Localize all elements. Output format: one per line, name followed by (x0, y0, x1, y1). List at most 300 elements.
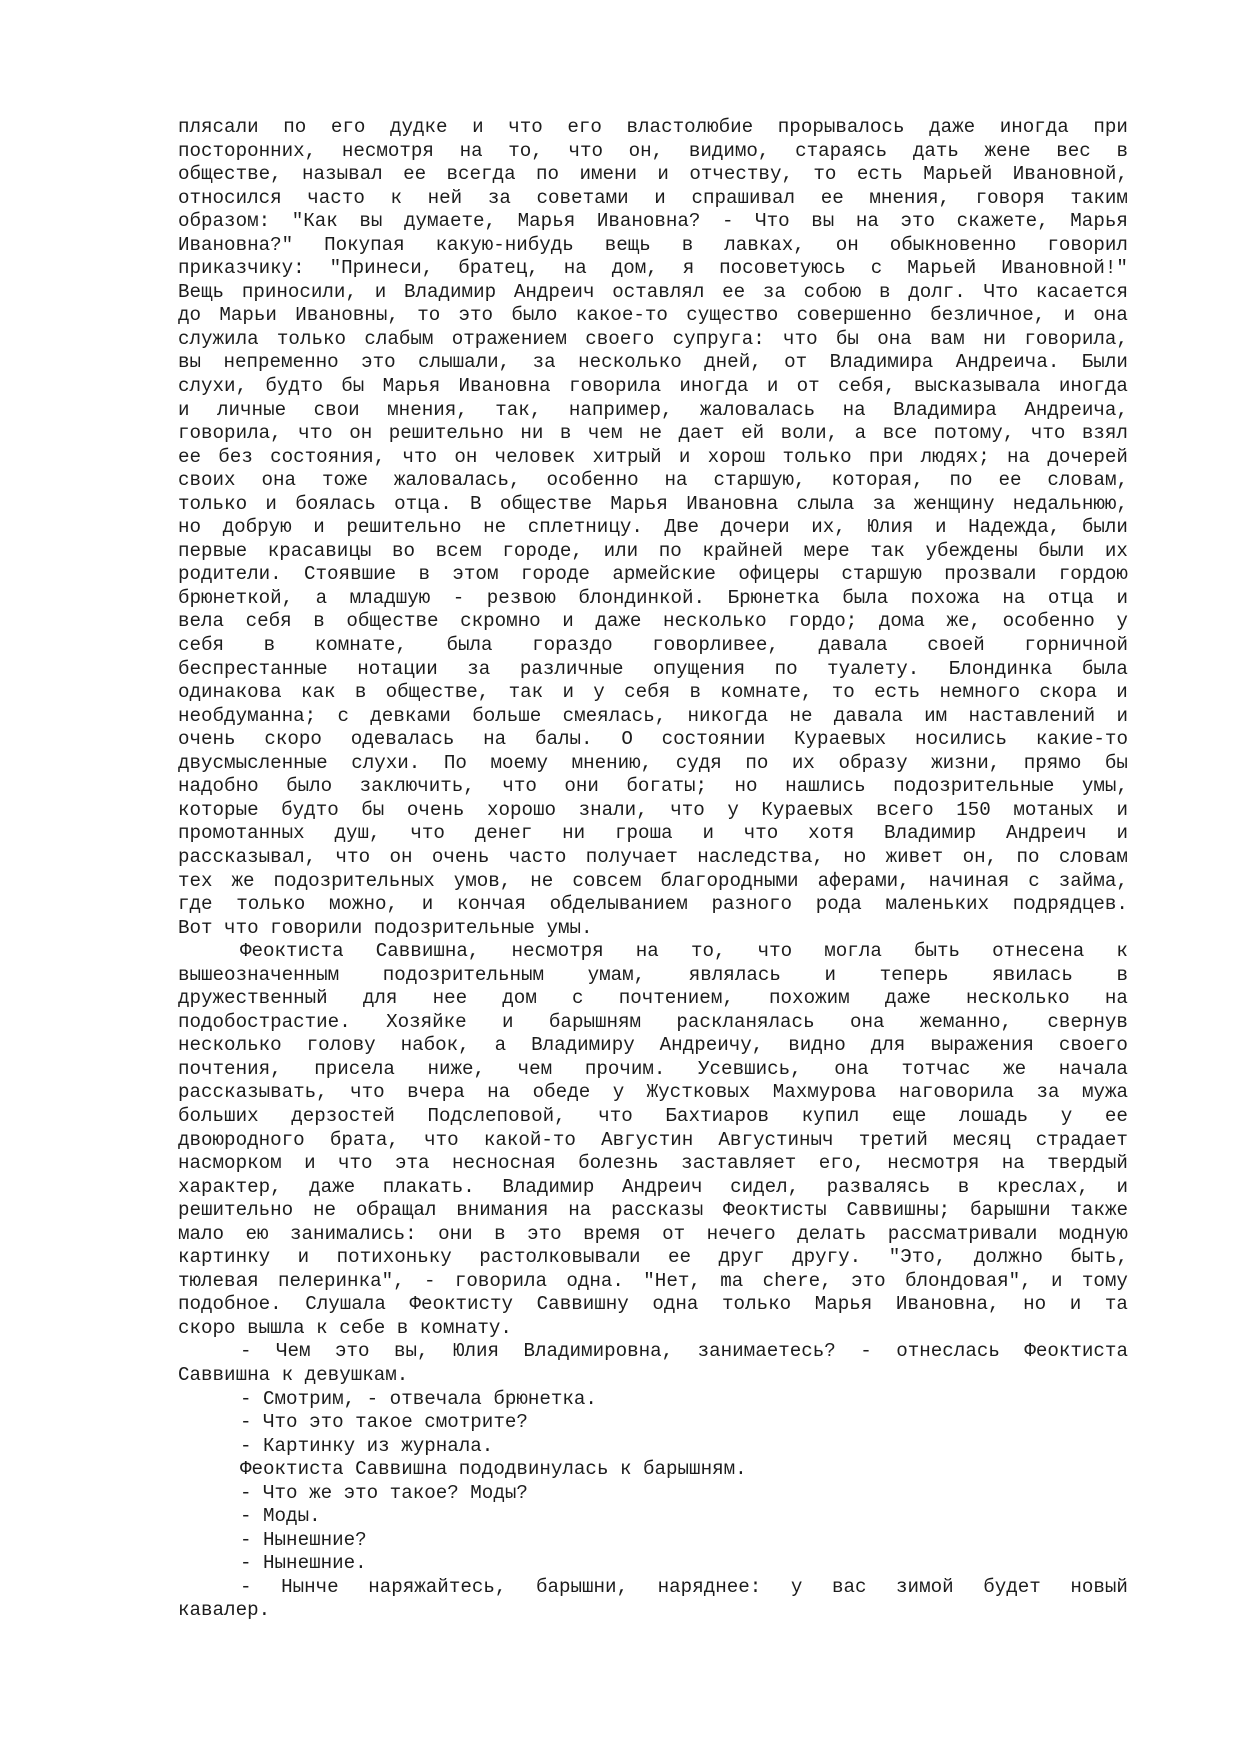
line-text: Феоктиста Саввишна пододвинулась к барышням. (240, 1458, 747, 1481)
word: личные (217, 398, 287, 421)
word: совсем (572, 869, 642, 892)
word: приказчику: (178, 257, 305, 280)
word: месяц (953, 1128, 1011, 1151)
word: наследства, (697, 845, 824, 868)
word: - (722, 210, 734, 233)
word: для (870, 1034, 906, 1057)
word: теперь (879, 963, 949, 986)
word: Брюнетка (727, 586, 820, 609)
word: касается (1035, 280, 1128, 303)
word: только (782, 445, 852, 468)
word: слухи. (351, 751, 421, 774)
word: можно, (328, 893, 399, 916)
word: что (424, 1128, 459, 1151)
word: родители. (178, 563, 282, 586)
word: не (483, 516, 507, 539)
word: что (402, 445, 438, 468)
text-line (178, 987, 1128, 1011)
word: жаловалась (699, 398, 816, 421)
word: подрядцев. (1012, 893, 1128, 916)
word: и (472, 116, 484, 138)
word: говорил (1047, 233, 1128, 256)
text-line (178, 304, 1128, 328)
word: немного (939, 681, 1021, 704)
word: но (178, 516, 202, 539)
word: Слушала (305, 1293, 386, 1316)
word: и (374, 280, 387, 303)
line-text: - Что же это такое? Моды? (240, 1481, 528, 1504)
word: отнесена (992, 940, 1085, 963)
word: то (417, 304, 441, 327)
text-line (178, 399, 1128, 423)
text-line (178, 1246, 1128, 1270)
word: потихоньку (336, 1246, 452, 1269)
word: О (621, 728, 633, 751)
word: старшую (841, 563, 922, 586)
word: обществе, (178, 163, 282, 186)
word: что (670, 798, 705, 821)
word: Вещь (178, 280, 225, 303)
word: похожим (769, 987, 850, 1010)
word: на (1007, 445, 1031, 468)
word: она (877, 327, 912, 350)
word: у (790, 1575, 803, 1598)
word: решительно (178, 1199, 294, 1222)
word: это (851, 1269, 886, 1292)
text-line (178, 187, 1128, 211)
word: начиная (928, 869, 1010, 892)
word: должно (973, 1246, 1043, 1269)
word: живет (885, 845, 944, 868)
word: двоюродного (178, 1128, 305, 1151)
word: им (924, 704, 948, 727)
word: наставлений (968, 704, 1096, 727)
word: она (1093, 304, 1128, 327)
word: ни (562, 822, 586, 845)
word: лавках, (724, 233, 805, 256)
word: решительно (388, 422, 504, 445)
word: являлась (688, 963, 781, 986)
word: Владимир (502, 1175, 595, 1198)
word: слухи, (178, 375, 248, 398)
word: хорошо (486, 798, 557, 821)
word: решительно (346, 516, 462, 539)
word: Надежда, (968, 516, 1061, 539)
word: мнению, (571, 751, 653, 774)
word: скоро (264, 728, 322, 751)
word: Нынче (281, 1575, 339, 1598)
text-line (178, 351, 1128, 375)
word: будет (983, 1575, 1041, 1598)
word: больших (178, 1104, 259, 1127)
line-text: - Нынешние. (240, 1552, 367, 1575)
word: купил (801, 1104, 860, 1127)
word: с (337, 704, 349, 727)
word: ни (982, 327, 1006, 350)
word: делать (797, 1222, 867, 1245)
word: туалету. (827, 657, 920, 680)
text-line (178, 328, 1128, 352)
word: что (743, 822, 779, 845)
text-line (178, 1458, 1128, 1482)
word: отца (1047, 586, 1094, 609)
word: их (791, 751, 815, 774)
word: была (446, 634, 493, 657)
word: Марья (517, 210, 576, 233)
word: почтения, (178, 1057, 282, 1080)
word: и (1063, 304, 1076, 327)
word: никогда (687, 704, 769, 727)
word: долг. (908, 280, 966, 303)
word: это (527, 1222, 562, 1245)
word: зимой (896, 1575, 954, 1598)
word: даже (309, 1175, 356, 1198)
word: скажете, (956, 210, 1049, 233)
word: которые (178, 798, 259, 821)
word: при (868, 445, 904, 468)
text-line (178, 1388, 1128, 1412)
word: наряднее: (657, 1575, 762, 1598)
word: дом, (611, 257, 658, 280)
word: "Это, (888, 1246, 947, 1269)
word: кончая (456, 893, 526, 916)
word: и (502, 1010, 514, 1033)
word: даже (929, 116, 976, 138)
word: иногда (1058, 375, 1128, 398)
word: и (935, 516, 947, 539)
word: за (487, 186, 511, 209)
word: - (240, 1575, 252, 1598)
word: Андреича. (955, 351, 1060, 374)
word: займа, (1058, 869, 1128, 892)
word: несносная (452, 1152, 556, 1175)
word: дочери (720, 516, 790, 539)
word: в (313, 610, 325, 633)
word: они (438, 1222, 473, 1245)
word: на (855, 210, 879, 233)
word: в (494, 1222, 506, 1245)
word: своих (178, 469, 236, 492)
word: Блондинка (948, 657, 1053, 680)
word: Юлия (867, 516, 914, 539)
word: твердый (1047, 1152, 1128, 1175)
word: безличное, (930, 304, 1046, 327)
word: младшую (349, 586, 431, 609)
text-line (178, 1317, 1128, 1341)
word: беспрестанные (178, 657, 328, 680)
word: но (734, 775, 758, 798)
word: же (1003, 1057, 1027, 1080)
word: характер, (178, 1175, 282, 1198)
word: в (681, 233, 694, 256)
word: наговорила (898, 1081, 1014, 1104)
text-line (178, 281, 1128, 305)
word: дома (878, 610, 925, 633)
word: слышали, (418, 351, 511, 374)
word: в (1116, 139, 1128, 162)
word: офицеры (738, 563, 819, 586)
word: женщину (913, 492, 995, 515)
word: что (598, 1104, 633, 1127)
word: старшую, (713, 469, 806, 492)
word: По (443, 751, 467, 774)
word: дружественный (178, 987, 328, 1010)
word: но (843, 845, 867, 868)
word: тому (1081, 1269, 1128, 1292)
word: прозвали (944, 563, 1037, 586)
word: стараясь (795, 139, 888, 162)
word: собою (803, 280, 862, 303)
word: ей (741, 422, 765, 445)
text-line (178, 540, 1128, 564)
word: благородными (660, 869, 799, 892)
word: Марьи (219, 304, 277, 327)
word: барышни, (535, 1575, 629, 1598)
word: также (1070, 1199, 1128, 1222)
word: он (349, 422, 373, 445)
text-line (178, 705, 1128, 729)
word: служила (178, 327, 259, 350)
word: какую-нибудь (435, 233, 574, 256)
word: гордою (1058, 563, 1128, 586)
word: во (391, 539, 416, 562)
text-line (178, 1482, 1128, 1506)
text-line (178, 469, 1128, 493)
word: к (1116, 940, 1128, 963)
word: за (1036, 1081, 1060, 1104)
word: Августиныч (718, 1128, 834, 1151)
word: ни (520, 422, 544, 445)
word: посторонних, (178, 139, 317, 162)
word: Были (1081, 351, 1128, 374)
word: совершенно (796, 304, 912, 327)
text-line (178, 1293, 1128, 1317)
text-line (178, 257, 1128, 281)
word: дочерей (1047, 445, 1128, 468)
word: Хозяйке (386, 1010, 467, 1033)
word: бы (341, 375, 365, 398)
word: какой-то (483, 1128, 576, 1151)
word: городе (520, 563, 590, 586)
word: внимания (456, 1199, 549, 1222)
word: и (654, 186, 666, 209)
word: какие-то (1035, 728, 1128, 751)
text-line (178, 728, 1128, 752)
word: плакать. (382, 1175, 475, 1198)
word: в (354, 681, 367, 704)
word: есть (874, 681, 921, 704)
word: он (454, 445, 478, 468)
word: мнения, (387, 398, 468, 421)
text-line (178, 610, 1128, 634)
word: - (860, 1340, 872, 1363)
word: блондовая", (904, 1269, 1032, 1292)
line-text: - Нынешние? (240, 1528, 367, 1551)
word: людях; (920, 445, 990, 468)
text-line (178, 1152, 1128, 1176)
word: она (261, 469, 297, 492)
word: вела (178, 610, 225, 633)
word: свернув (1047, 1010, 1128, 1033)
word: обществе (499, 492, 592, 515)
word: или (603, 539, 639, 562)
word: и (1116, 822, 1128, 845)
word: и (1069, 1293, 1082, 1316)
word: Чем (275, 1340, 311, 1363)
word: взял (1081, 422, 1128, 445)
word: гордо; (788, 610, 858, 633)
word: обыкновенно (889, 233, 1017, 256)
word: словам (1058, 845, 1128, 868)
word: особенно (546, 469, 639, 492)
text-line (178, 1552, 1128, 1576)
word: гораздо (532, 634, 613, 657)
word: так (508, 681, 544, 704)
word: - (240, 1340, 252, 1363)
word: страдает (1035, 1128, 1128, 1151)
word: и (1116, 1175, 1128, 1198)
word: маленьких (885, 893, 990, 916)
word: Ивановны, (295, 304, 399, 327)
word: болезнь (578, 1152, 659, 1175)
word: от (796, 375, 820, 398)
word: и (297, 1246, 310, 1269)
word: одна (652, 1293, 699, 1316)
word: chere, (762, 1269, 832, 1292)
word: они (564, 775, 599, 798)
word: отчеству, (689, 163, 793, 186)
word: с (1028, 869, 1040, 892)
text-line (178, 846, 1128, 870)
word: даже (595, 610, 642, 633)
text-line (178, 1270, 1128, 1294)
word: себя (624, 681, 671, 704)
word: жизни, (931, 751, 1001, 774)
word: блондинкой. (578, 586, 706, 609)
word: давала (818, 634, 888, 657)
word: что (298, 422, 333, 445)
word: одевалась (350, 728, 455, 751)
word: убеждены (925, 539, 1018, 562)
word: отражением (451, 327, 567, 350)
word: Ивановна (686, 492, 779, 515)
word: похожа (910, 586, 980, 609)
word: рассказы (611, 1199, 704, 1222)
word: больше (472, 704, 542, 727)
word: мало (178, 1222, 225, 1245)
word: только (178, 492, 248, 515)
word: в (559, 422, 572, 445)
word: Марья (382, 375, 441, 398)
word: и (304, 1152, 316, 1175)
word: особенно (1002, 610, 1095, 633)
word: моему (490, 751, 549, 774)
line-text: кавалер. (178, 1599, 271, 1622)
word: так (870, 539, 905, 562)
word: было (286, 775, 333, 798)
word: армейские (612, 563, 716, 586)
word: умов, (453, 869, 512, 892)
word: на (842, 398, 866, 421)
text-line (178, 1435, 1128, 1459)
word: за (532, 351, 556, 374)
word: я (682, 257, 695, 280)
word: у (727, 798, 739, 821)
word: по (745, 751, 769, 774)
word: говоря (975, 186, 1045, 209)
word: его (330, 116, 366, 138)
word: чем (587, 422, 623, 445)
word: в (263, 634, 276, 657)
word: то, (690, 940, 726, 963)
word: по (774, 657, 798, 680)
text-line (178, 634, 1128, 658)
word: а (854, 422, 867, 445)
text-line (178, 516, 1128, 540)
word: только (276, 327, 347, 350)
word: подобострастие. (178, 1010, 351, 1033)
word: несмотря (341, 139, 434, 162)
word: часто (307, 186, 365, 209)
word: что (502, 775, 537, 798)
word: вес (1056, 139, 1091, 162)
word: бы (361, 798, 385, 821)
word: Марья (814, 1293, 873, 1316)
word: красавицы (267, 539, 372, 562)
word: аферами, (817, 869, 910, 892)
document-page (178, 116, 1128, 1623)
word: у (1116, 610, 1128, 633)
word: присела (314, 1057, 395, 1080)
word: называл (302, 163, 383, 186)
word: в (878, 280, 891, 303)
word: и (1116, 681, 1128, 704)
text-line (178, 1599, 1128, 1623)
word: на (1002, 586, 1026, 609)
word: начала (1058, 1057, 1128, 1080)
word: своего (1058, 1034, 1128, 1057)
word: что (338, 1152, 373, 1175)
word: и (421, 893, 434, 916)
word: состояния, (270, 445, 386, 468)
text-line (178, 587, 1128, 611)
word: ее (1104, 1104, 1128, 1127)
word: "Принеси, (329, 257, 434, 280)
word: судя (675, 751, 722, 774)
word: всего (876, 798, 934, 821)
word: нашлись (785, 775, 866, 798)
word: Андреич (621, 1175, 703, 1198)
word: "Как (291, 210, 338, 233)
text-line (178, 563, 1128, 587)
word: что (568, 139, 603, 162)
text-line (178, 1576, 1128, 1600)
word: гроша (615, 822, 673, 845)
word: наряжайтесь, (368, 1575, 507, 1598)
word: Владимира (829, 351, 934, 374)
text-line (178, 870, 1128, 894)
word: Андреич (1006, 822, 1087, 845)
word: набок, (400, 1034, 470, 1057)
word: для (362, 987, 398, 1010)
word: лошадь (959, 1104, 1029, 1127)
word: оставлял (612, 280, 705, 303)
text-line (178, 1364, 1128, 1388)
word: свои (313, 398, 360, 421)
word: мнения, (869, 186, 950, 209)
word: была (1081, 657, 1128, 680)
word: прорывалось (777, 116, 905, 138)
